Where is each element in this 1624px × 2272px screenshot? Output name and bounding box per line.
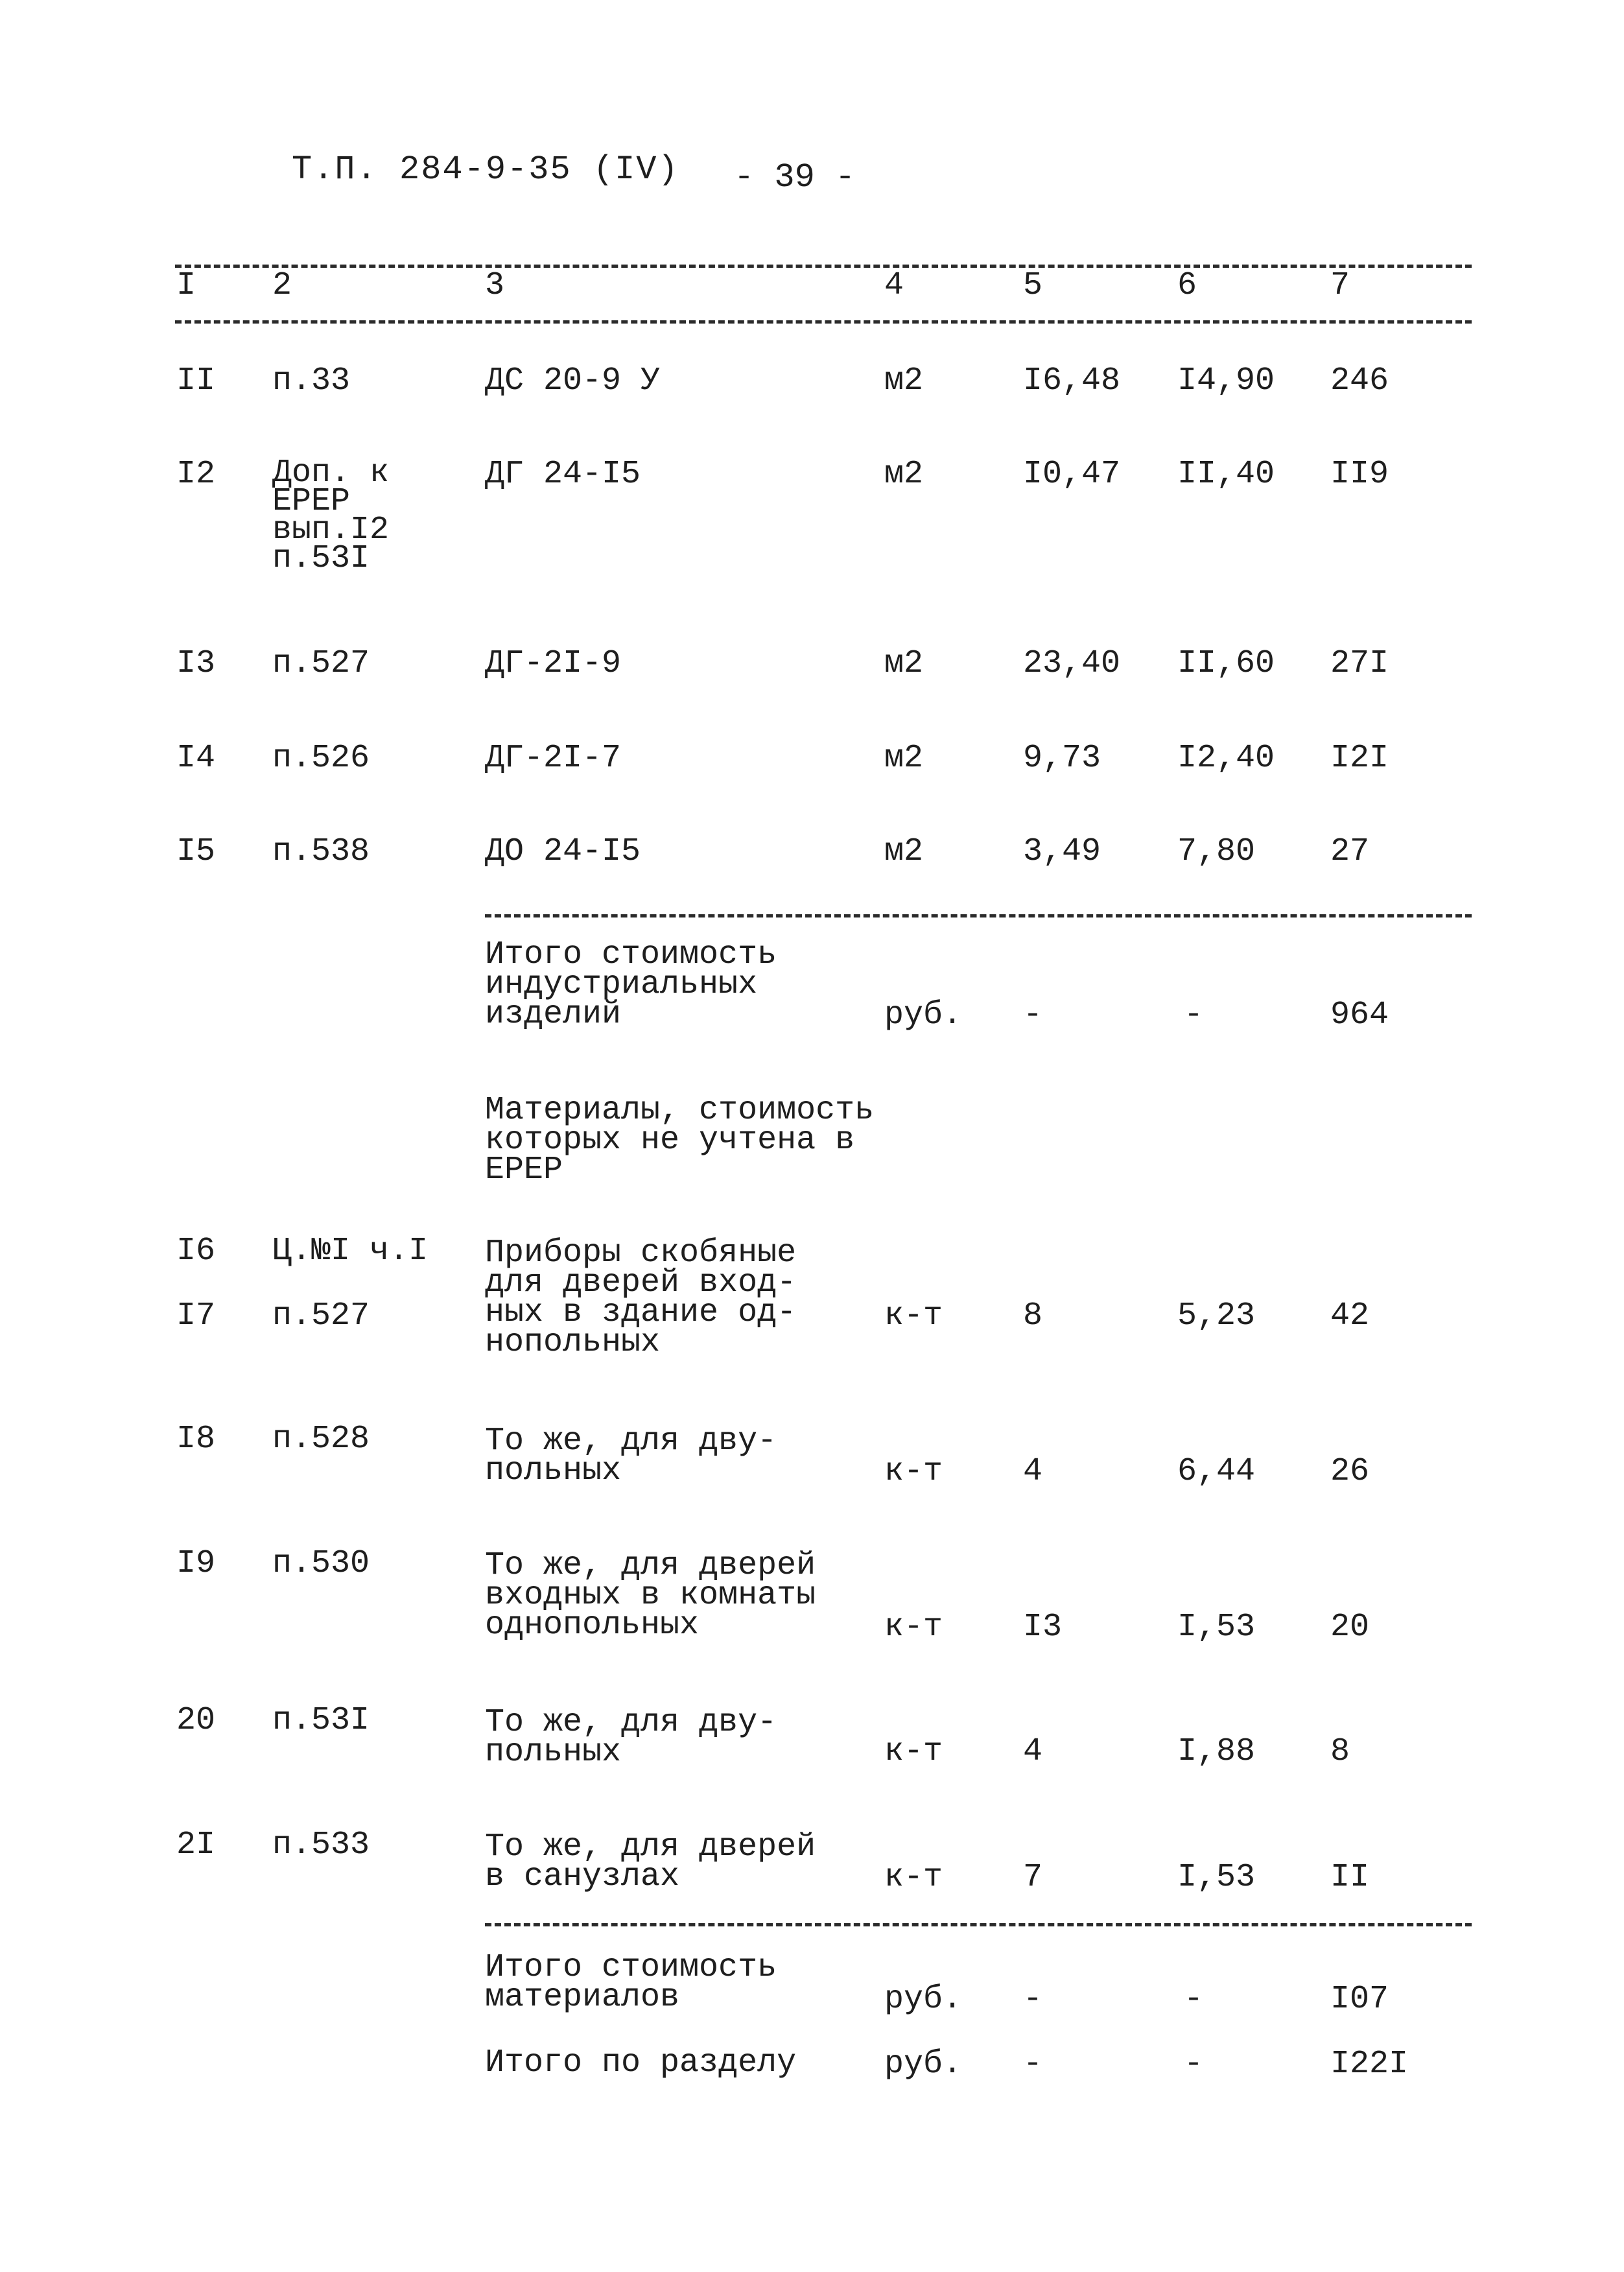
section-total-label: Итого по разделу	[485, 2044, 797, 2081]
subtotal-unit: руб.	[884, 1981, 963, 2018]
row-reference: Ц.№I ч.I	[272, 1233, 429, 1270]
row-total: 20	[1330, 1609, 1370, 1646]
row-number: I7	[176, 1297, 216, 1334]
subtotal-price: -	[1184, 1981, 1204, 2018]
row-total: 42	[1330, 1297, 1370, 1334]
row-number: I5	[176, 833, 216, 870]
row-reference: Доп. к ЕРЕР вып.I2 п.53I	[272, 455, 390, 577]
column-header-6: 6	[1177, 267, 1197, 304]
row-item-name: То же, для дву- польных	[485, 1704, 777, 1771]
row-unit: м2	[884, 362, 924, 399]
row-number: I2	[176, 456, 216, 493]
row-unit: к-т	[884, 1859, 943, 1896]
row-unit: к-т	[884, 1297, 943, 1334]
subtotal-unit: руб.	[884, 997, 963, 1034]
subtotal-price: -	[1184, 997, 1204, 1034]
row-total: 26	[1330, 1453, 1370, 1490]
row-reference: п.530	[272, 1545, 370, 1582]
row-unit: к-т	[884, 1733, 943, 1770]
row-quantity: I3	[1023, 1609, 1063, 1646]
document-code: Т.П. 284-9-35 (IV)	[292, 150, 679, 189]
subtotal-total: I07	[1330, 1981, 1389, 2018]
row-unit: к-т	[884, 1609, 943, 1646]
row-item-name: ДГ-2I-7	[485, 740, 622, 777]
subtotal-quantity: -	[1023, 997, 1043, 1034]
row-reference: п.527	[272, 645, 370, 682]
row-unit: к-т	[884, 1453, 943, 1490]
row-price: I,53	[1177, 1859, 1256, 1896]
materials-heading: Материалы, стоимость которых не учтена в ЕРЕР	[485, 1092, 875, 1189]
column-header-3: 3	[485, 267, 505, 304]
row-item-name: То же, для дверей в санузлах	[485, 1828, 816, 1895]
row-item-name: ДГ-2I-9	[485, 645, 622, 682]
row-quantity: 3,49	[1023, 833, 1101, 870]
row-quantity: I6,48	[1023, 362, 1121, 399]
row-quantity: 7	[1023, 1859, 1043, 1896]
row-total: II	[1330, 1859, 1370, 1896]
row-item-name: То же, для дву- польных	[485, 1423, 777, 1489]
row-total: 27	[1330, 833, 1370, 870]
row-reference: п.527	[272, 1297, 370, 1334]
row-unit: м2	[884, 456, 924, 493]
subtotal-total: 964	[1330, 997, 1389, 1034]
row-total: I2I	[1330, 740, 1389, 777]
row-quantity: 9,73	[1023, 740, 1101, 777]
row-reference: п.53I	[272, 1702, 370, 1739]
row-reference: п.526	[272, 740, 370, 777]
row-number: I9	[176, 1545, 216, 1582]
row-item-name: ДГ 24-I5	[485, 456, 641, 493]
row-price: I2,40	[1177, 740, 1275, 777]
row-total: 8	[1330, 1733, 1350, 1770]
row-price: 5,23	[1177, 1297, 1256, 1334]
subtotal-label: Итого стоимость материалов	[485, 1949, 777, 2016]
header-bottom-rule	[175, 320, 1472, 324]
materials-subtotal-rule	[485, 1923, 1472, 1926]
subtotal-label: Итого стоимость индустриальных изделий	[485, 936, 777, 1033]
row-number: I6	[176, 1233, 216, 1270]
table-top-rule	[175, 265, 1472, 268]
row-price: 7,80	[1177, 833, 1256, 870]
row-price: I4,90	[1177, 362, 1275, 399]
row-item-name: Приборы скобяные для дверей вход- ных в здание од- нопольных	[485, 1235, 797, 1361]
row-reference: п.538	[272, 833, 370, 870]
column-header-4: 4	[884, 267, 904, 304]
row-price: 6,44	[1177, 1453, 1256, 1490]
row-quantity: I0,47	[1023, 456, 1121, 493]
section-total-price: -	[1184, 2046, 1204, 2083]
page-number: - 39 -	[734, 158, 856, 196]
row-price: II,40	[1177, 456, 1275, 493]
row-item-name: ДО 24-I5	[485, 833, 641, 870]
row-reference: п.528	[272, 1421, 370, 1458]
row-number: I8	[176, 1421, 216, 1458]
row-quantity: 4	[1023, 1733, 1043, 1770]
subtotal-quantity: -	[1023, 1981, 1043, 2018]
row-number: I3	[176, 645, 216, 682]
row-total: 246	[1330, 362, 1389, 399]
row-quantity: 4	[1023, 1453, 1043, 1490]
row-reference: п.33	[272, 362, 351, 399]
row-number: 20	[176, 1702, 216, 1739]
row-unit: м2	[884, 645, 924, 682]
column-header-7: 7	[1330, 267, 1350, 304]
section-total-value: I22I	[1330, 2046, 1409, 2083]
row-number: I4	[176, 740, 216, 777]
row-price: I,53	[1177, 1609, 1256, 1646]
section-total-unit: руб.	[884, 2046, 963, 2083]
row-unit: м2	[884, 833, 924, 870]
section-total-quantity: -	[1023, 2046, 1043, 2083]
subtotal-rule	[485, 914, 1472, 917]
row-price: I,88	[1177, 1733, 1256, 1770]
row-quantity: 8	[1023, 1297, 1043, 1334]
row-unit: м2	[884, 740, 924, 777]
row-quantity: 23,40	[1023, 645, 1121, 682]
row-price: II,60	[1177, 645, 1275, 682]
column-header-2: 2	[272, 267, 292, 304]
row-item-name: То же, для дверей входных в комнаты однопольных	[485, 1547, 816, 1644]
row-number: II	[176, 362, 216, 399]
column-header-5: 5	[1023, 267, 1043, 304]
row-reference: п.533	[272, 1827, 370, 1864]
row-total: II9	[1330, 456, 1389, 493]
row-number: 2I	[176, 1827, 216, 1864]
row-total: 27I	[1330, 645, 1389, 682]
row-item-name: ДС 20-9 У	[485, 362, 661, 399]
column-header-1: I	[176, 267, 196, 304]
